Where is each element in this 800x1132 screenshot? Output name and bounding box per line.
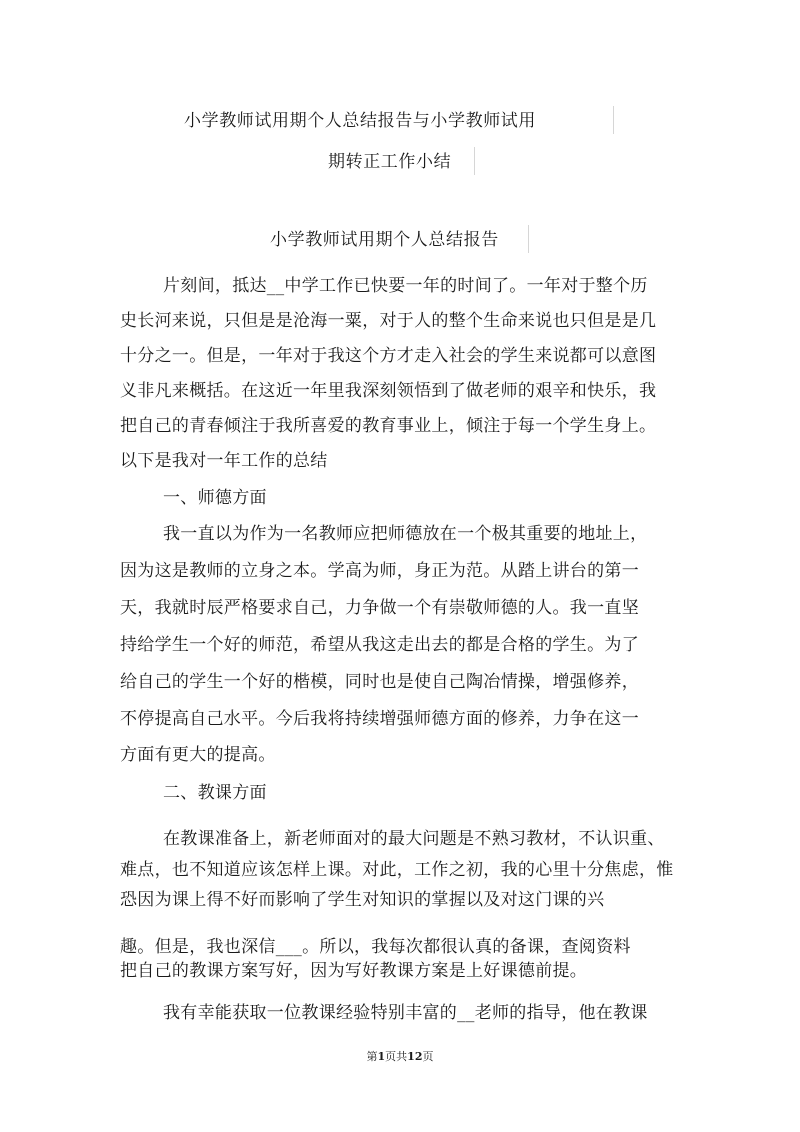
current-page-number: 1 xyxy=(377,1050,386,1063)
document-title-line-2: 期转正工作小结 xyxy=(328,152,452,172)
paragraph-line: 我有幸能获取一位教课经验特别丰富的__老师的指导，他在教课 xyxy=(163,1003,648,1023)
paragraph-line: 把自己的青春倾注于我所喜爱的教育事业上，倾注于每一个学生身上。 xyxy=(120,416,657,436)
section-title: 小学教师试用期个人总结报告 xyxy=(270,230,499,250)
paragraph-line: 因为这是教师的立身之本。学高为师，身正为范。从踏上讲台的第一 xyxy=(120,561,639,581)
total-page-count: 12 xyxy=(407,1050,423,1063)
paragraph-line: 片刻间，抵达__中学工作已快要一年的时间了。一年对于整个历 xyxy=(163,276,648,296)
footer-suffix: 页 xyxy=(422,1050,434,1063)
paragraph-line: 天，我就时辰严格要求自己，力争做一个有崇敬师德的人。我一直坚 xyxy=(120,598,639,618)
paragraph-line: 以下是我对一年工作的总结 xyxy=(120,451,328,471)
paragraph-line: 给自己的学生一个好的楷模，同时也是使自己陶冶情操，增强修养， xyxy=(120,672,639,692)
paragraph-line: 恐因为课上得不好而影响了学生对知识的掌握以及对这门课的兴 xyxy=(120,890,605,910)
paragraph-line: 我一直以为作为一名教师应把师德放在一个极其重要的地址上， xyxy=(163,524,648,544)
title-guide-1 xyxy=(613,106,614,134)
paragraph-line: 方面有更大的提高。 xyxy=(120,745,276,765)
section-heading: 二、教课方面 xyxy=(163,783,267,803)
subtitle-guide xyxy=(528,225,529,253)
page-footer xyxy=(0,1050,800,1064)
paragraph-line: 持给学生一个好的师范，希望从我这走出去的都是合格的学生。为了 xyxy=(120,635,639,655)
paragraph-line: 趣。但是，我也深信___。所以，我每次都很认真的备课，查阅资料 xyxy=(120,937,631,957)
paragraph-line: 在教课准备上，新老师面对的最大问题是不熟习教材，不认识重、 xyxy=(163,829,665,849)
paragraph-line: 义非凡来概括。在这近一年里我深刻领悟到了做老师的艰辛和快乐，我 xyxy=(120,381,657,401)
paragraph-line: 把自己的教课方案写好，因为写好教课方案是上好课德前提。 xyxy=(120,961,588,981)
footer-prefix: 第 xyxy=(366,1050,378,1063)
document-title-line-1: 小学教师试用期个人总结报告与小学教师试用 xyxy=(184,111,536,131)
title-guide-2 xyxy=(474,147,475,175)
section-heading: 一、师德方面 xyxy=(163,488,267,508)
paragraph-line: 史长河来说，只但是是沧海一粟，对于人的整个生命来说也只但是是几 xyxy=(120,311,657,331)
footer-middle: 页共 xyxy=(385,1050,408,1063)
paragraph-line: 难点，也不知道应该怎样上课。对此，工作之初，我的心里十分焦虑，惟 xyxy=(120,860,674,880)
paragraph-line: 十分之一。但是，一年对于我这个方才走入社会的学生来说都可以意图 xyxy=(120,346,657,366)
paragraph-line: 不停提高自己水平。今后我将持续增强师德方面的修养，力争在这一 xyxy=(120,709,639,729)
